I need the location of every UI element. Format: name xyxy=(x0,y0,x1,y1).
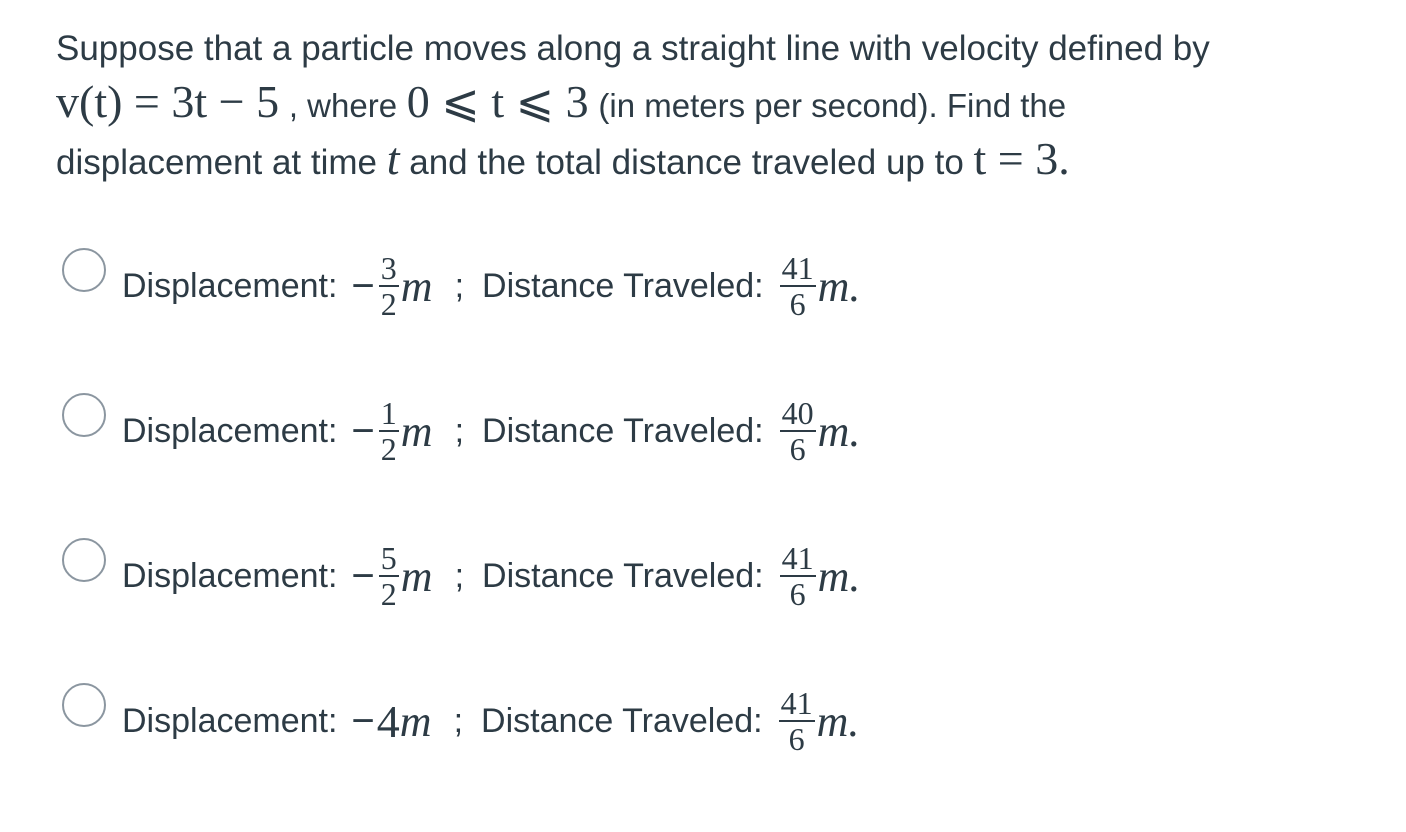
unit-meters: m. xyxy=(817,551,861,601)
answer-option-label xyxy=(122,381,860,481)
fraction-denominator: 6 xyxy=(789,286,806,322)
answer-option-label xyxy=(122,236,860,336)
distance-label: Distance Traveled: xyxy=(481,701,763,740)
unit-meters: m. xyxy=(816,696,860,746)
unit-meters: m. xyxy=(817,261,861,311)
time-variable: t xyxy=(386,133,400,184)
velocity-equation: v(t) = 3t − 5 xyxy=(56,76,280,127)
displacement-label: Displacement: xyxy=(122,266,338,305)
minus-sign: − xyxy=(351,408,375,453)
distance-fraction xyxy=(780,540,816,612)
answer-option-4[interactable] xyxy=(60,671,1260,816)
answer-option-3[interactable] xyxy=(60,526,1260,671)
fraction-numerator: 41 xyxy=(781,540,814,576)
separator: ; xyxy=(454,411,465,450)
displacement-label: Displacement: xyxy=(122,701,338,740)
fraction-numerator: 5 xyxy=(380,540,397,576)
fraction-denominator: 2 xyxy=(380,286,397,322)
fraction-numerator: 3 xyxy=(380,250,397,286)
distance-fraction xyxy=(780,395,816,467)
displacement-prompt: displacement at time xyxy=(56,143,377,182)
distance-fraction xyxy=(780,250,816,322)
question-line-1: Suppose that a particle moves along a straight line with velocity defined by xyxy=(56,29,1210,68)
displacement-fraction xyxy=(379,250,399,322)
unit-meters: m xyxy=(400,261,433,311)
question-line-2 xyxy=(56,75,1376,132)
separator: ; xyxy=(454,556,465,595)
fraction-numerator: 41 xyxy=(781,250,814,286)
unit-meters: m xyxy=(400,406,433,456)
answer-option-label xyxy=(122,671,859,771)
separator: ; xyxy=(453,701,464,740)
fraction-denominator: 6 xyxy=(788,721,805,757)
displacement-fraction xyxy=(379,540,399,612)
question-text xyxy=(56,22,1376,189)
fraction-numerator: 1 xyxy=(380,395,397,431)
answer-option-1[interactable] xyxy=(60,236,1260,381)
displacement-label: Displacement: xyxy=(122,556,338,595)
unit-meters: m. xyxy=(817,406,861,456)
unit-meters: m xyxy=(399,696,432,746)
distance-prompt: and the total distance traveled up to xyxy=(409,143,964,182)
distance-label: Distance Traveled: xyxy=(482,556,764,595)
displacement-value: 4 xyxy=(376,695,400,747)
answer-option-2[interactable] xyxy=(60,381,1260,526)
separator: ; xyxy=(454,266,465,305)
fraction-denominator: 6 xyxy=(789,431,806,467)
where-text: , where xyxy=(288,87,398,124)
distance-label: Distance Traveled: xyxy=(482,266,764,305)
fraction-denominator: 2 xyxy=(380,431,397,467)
answer-option-label xyxy=(122,526,860,626)
question-line-3 xyxy=(56,132,1376,189)
fraction-denominator: 2 xyxy=(380,576,397,612)
minus-sign: − xyxy=(351,263,375,308)
fraction-numerator: 40 xyxy=(781,395,814,431)
unit-meters: m xyxy=(400,551,433,601)
radio-button[interactable] xyxy=(62,683,106,727)
end-time-equation: t = 3. xyxy=(973,133,1070,184)
radio-button[interactable] xyxy=(62,248,106,292)
minus-sign: − xyxy=(351,553,375,598)
fraction-denominator: 6 xyxy=(789,576,806,612)
units-text: (in meters per second). Find the xyxy=(598,87,1067,124)
displacement-label: Displacement: xyxy=(122,411,338,450)
fraction-numerator: 41 xyxy=(780,685,813,721)
distance-fraction xyxy=(779,685,815,757)
minus-sign: − xyxy=(351,698,375,743)
distance-label: Distance Traveled: xyxy=(482,411,764,450)
displacement-fraction xyxy=(379,395,399,467)
radio-button[interactable] xyxy=(62,538,106,582)
time-range: 0 ⩽ t ⩽ 3 xyxy=(406,76,589,127)
radio-button[interactable] xyxy=(62,393,106,437)
answer-options xyxy=(60,236,1260,816)
